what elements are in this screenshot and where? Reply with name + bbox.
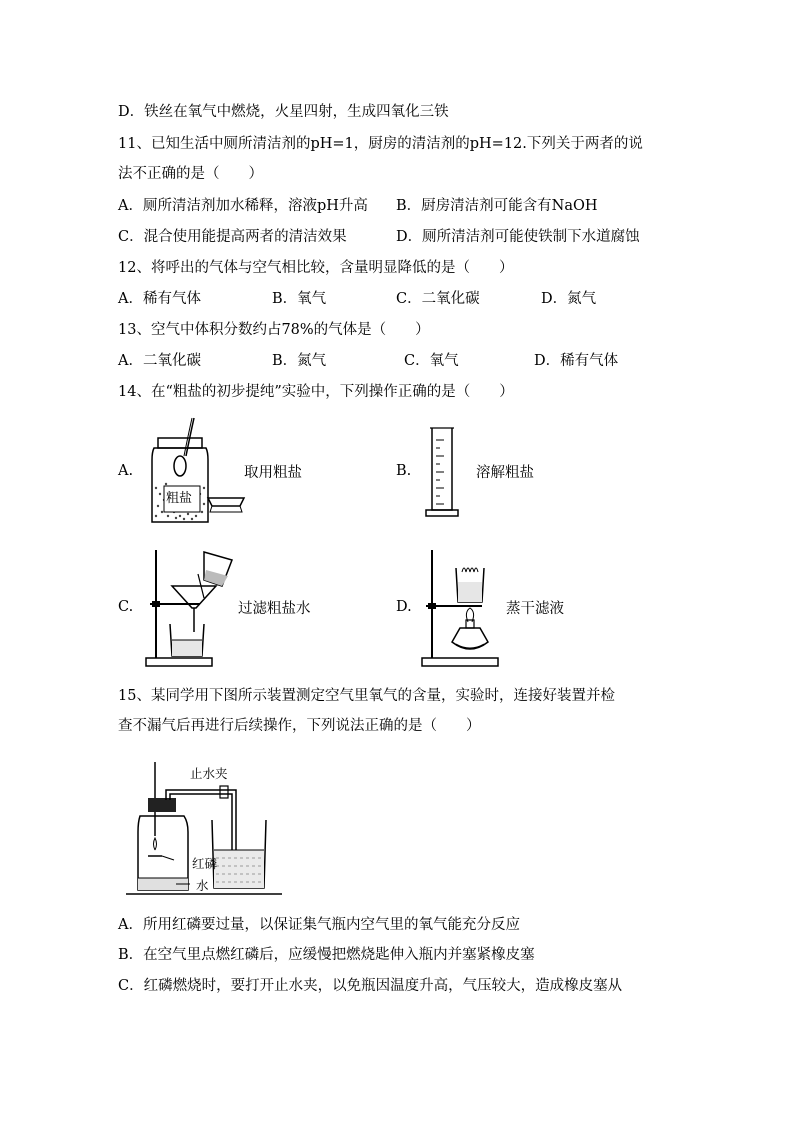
q12-option-d: D．氮气 [541,291,597,307]
q11-option-c: C．混合使用能提高两者的清洁效果 [118,229,347,245]
q11-option-b: B．厨房清洁剂可能含有NaOH [396,198,598,214]
q14-option-b-caption: 溶解粗盐 [476,465,534,481]
q11-option-d: D．厕所清洁剂可能使铁制下水道腐蚀 [396,229,640,245]
q14-option-c-letter: C. [118,599,134,615]
q14-option-a-letter: A. [118,463,134,479]
q15-option-a: A．所用红磷要过量，以保证集气瓶内空气里的氧气能充分反应 [118,917,520,933]
q15-option-b: B．在空气里点燃红磷后，应缓慢把燃烧匙伸入瓶内并塞紧橡皮塞 [118,947,535,963]
q12-option-c: C．二氧化碳 [396,291,480,307]
q12-stem: 12、将呼出的气体与空气相比较，含量明显降低的是（ ） [118,260,514,276]
q14-option-a-caption: 取用粗盐 [244,465,302,481]
q15-stem-line1: 15、某同学用下图所示装置测定空气里氧气的含量，实验时，连接好装置并检 [118,688,615,704]
q13-option-c: C．氧气 [404,353,459,369]
q11-stem-line1: 11、已知生活中厕所清洁剂的pH=1，厨房的清洁剂的pH=12.下列关于两者的说 [118,136,643,152]
q14-c-filtration-figure [144,546,244,668]
q14-b-graduated-cylinder-figure [422,426,462,520]
q15-option-c: C．红磷燃烧时，要打开止水夹，以免瓶因温度升高，气压较大，造成橡皮塞从 [118,978,623,994]
q14-option-c-caption: 过滤粗盐水 [238,601,311,617]
q14-stem: 14、在“粗盐的初步提纯”实验中，下列操作正确的是（ ） [118,384,514,400]
q13-option-b: B．氮气 [272,353,327,369]
q10-option-d: D．铁丝在氧气中燃烧，火星四射，生成四氧化三铁 [118,104,449,120]
q14-d-evaporation-figure [420,546,500,668]
q14-a-salt-jar-figure [140,416,250,526]
q11-option-a: A．厕所清洁剂加水稀释，溶液pH升高 [118,198,368,214]
q15-label-clamp: 止水夹 [190,766,228,781]
q15-label-water: 水 [196,878,209,893]
q15-label-phosphorus: 红磷 [192,856,218,871]
q12-option-b: B．氧气 [272,291,327,307]
q12-option-a: A．稀有气体 [118,291,201,307]
q13-option-d: D．稀有气体 [534,353,619,369]
q14-option-b-letter: B. [396,463,412,479]
q14-option-d-caption: 蒸干滤液 [506,601,564,617]
q13-stem: 13、空气中体积分数约占78%的气体是（ ） [118,322,430,338]
q14-option-d-letter: D. [396,599,412,615]
q11-stem-line2: 法不正确的是（ ） [118,166,263,182]
q14-a-jar-label: 粗盐 [166,491,193,506]
q13-option-a: A．二氧化碳 [118,353,201,369]
q15-stem-line2: 查不漏气后再进行后续操作，下列说法正确的是（ ） [118,718,481,734]
